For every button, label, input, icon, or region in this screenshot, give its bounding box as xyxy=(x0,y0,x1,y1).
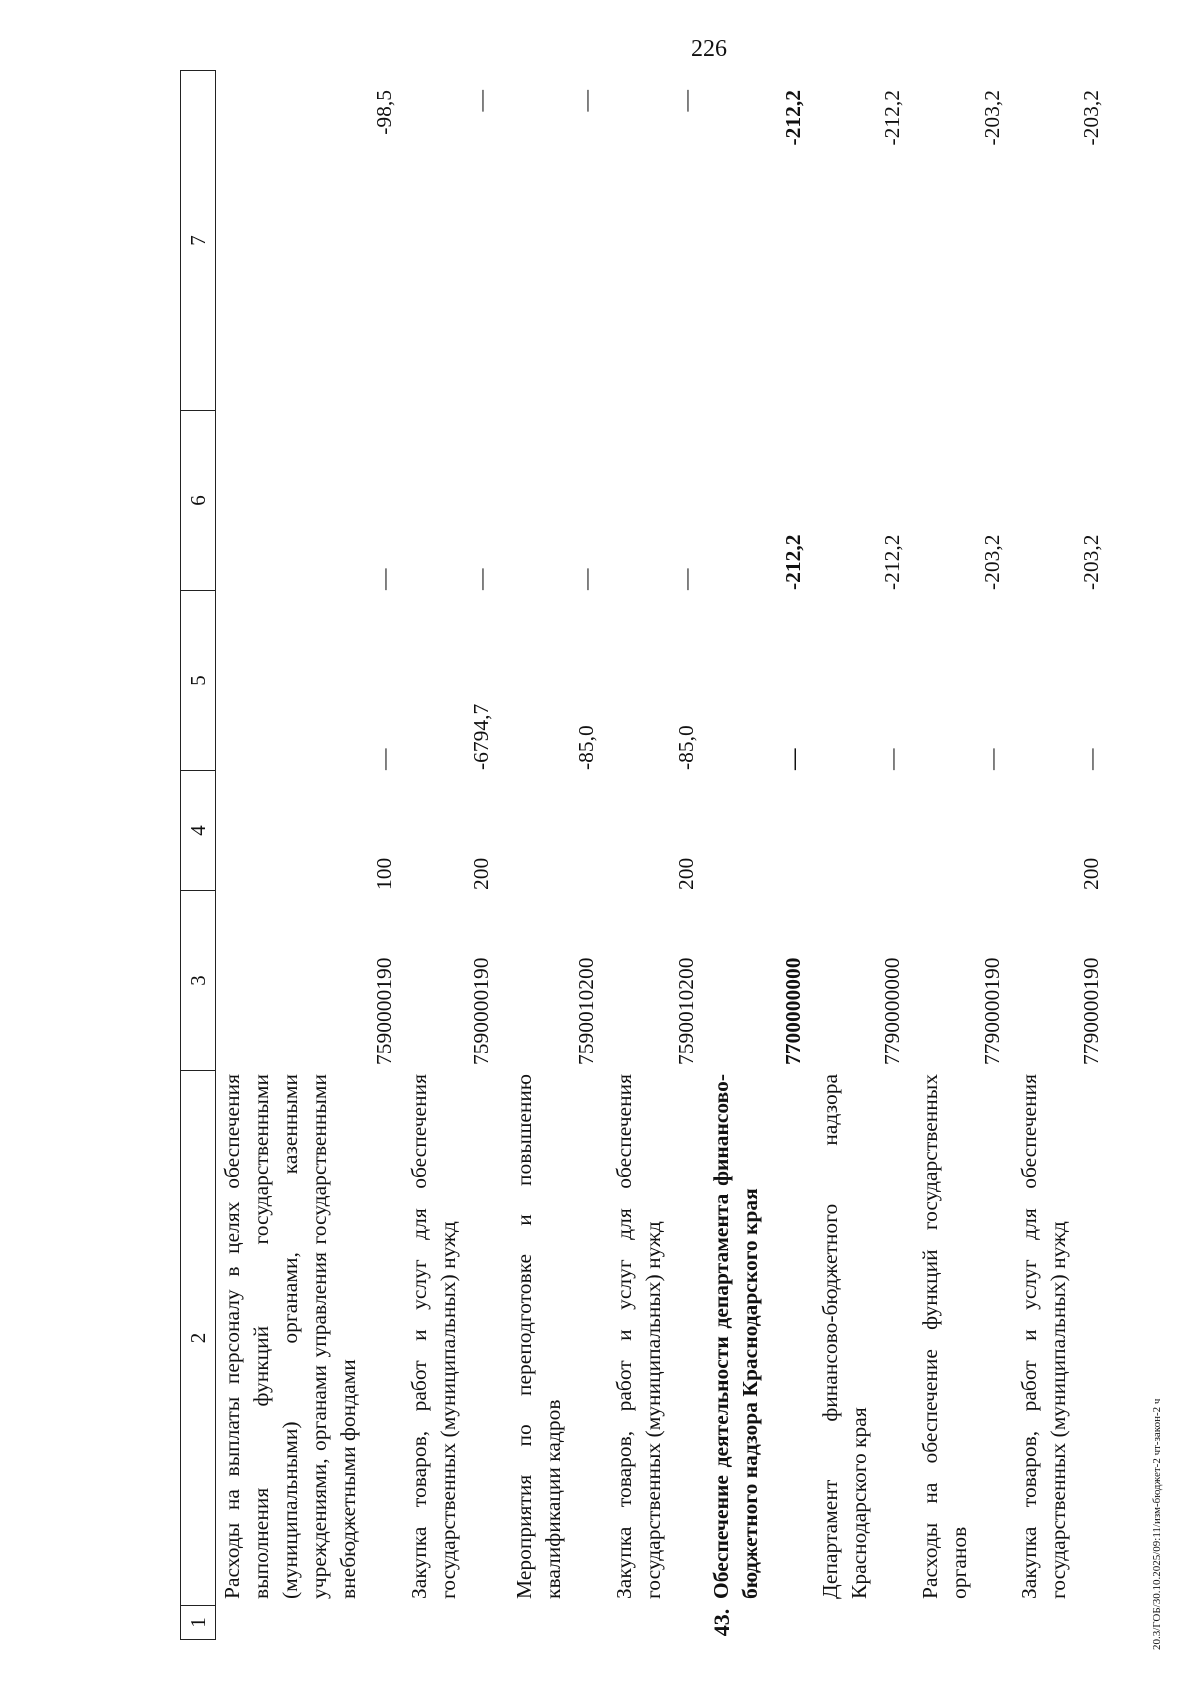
cell-name: Мероприятия по переподготовке и повышению квалификации кадров xyxy=(512,1074,565,1599)
cell-code: 7790000190 xyxy=(980,957,1004,1065)
cell-code: 7590010200 xyxy=(574,957,598,1065)
cell-code: 7700000000 xyxy=(781,957,805,1065)
cell-name: Расходы на обеспечение функций государственных органов xyxy=(918,1074,971,1599)
cell-name: Департамент финансово-бюджетного надзора Краснодарского края xyxy=(818,1074,871,1599)
cell-c5: -85,0 xyxy=(574,725,598,770)
cell-name: Закупка товаров, работ и услуг для обеспечения государственных (муниципальных) нужд xyxy=(407,1074,460,1599)
cell-c6: -212,2 xyxy=(781,534,805,590)
header-col-2: 2 xyxy=(181,1070,215,1605)
cell-num: 43. xyxy=(709,1608,734,1637)
header-col-4: 4 xyxy=(181,770,215,890)
cell-vr: 200 xyxy=(1079,857,1103,890)
header-col-5: 5 xyxy=(181,590,215,770)
cell-code: 7590000190 xyxy=(372,957,396,1065)
cell-c6: -212,2 xyxy=(880,534,904,590)
header-col-1: 1 xyxy=(181,1605,215,1640)
cell-vr: 200 xyxy=(674,857,698,890)
header-col-7: 7 xyxy=(181,70,215,410)
cell-c5: — xyxy=(980,748,1004,770)
document-footer: 20.3/ГОБ/30.10.2025/09:11/изм-бюджет-2 чт-закон-2 ч xyxy=(1151,1398,1163,1650)
table-header-row xyxy=(180,70,216,1640)
cell-name: Закупка товаров, работ и услуг для обеспечения государственных (муниципальных) нужд xyxy=(612,1074,665,1599)
cell-name: Расходы на выплаты персоналу в целях обеспечения выполнения функций государственными (муниципальными) органами, казенными учреждениями, органами управления государственными внебюджетными фондами xyxy=(220,1074,360,1599)
cell-name: Обеспечение деятельности департамента финансово-бюджетного надзора Краснодарского края xyxy=(709,1074,762,1599)
cell-c5: — xyxy=(781,748,805,770)
cell-c6: — xyxy=(674,568,698,590)
header-col-6: 6 xyxy=(181,410,215,590)
cell-c6: -203,2 xyxy=(980,534,1004,590)
cell-code: 7790000190 xyxy=(1079,957,1103,1065)
cell-c5: — xyxy=(1079,748,1103,770)
cell-c6: — xyxy=(372,568,396,590)
cell-c5: -85,0 xyxy=(674,725,698,770)
cell-c7: -203,2 xyxy=(980,90,1004,146)
cell-code: 7790000000 xyxy=(880,957,904,1065)
cell-c7: — xyxy=(469,90,493,112)
header-col-3: 3 xyxy=(181,890,215,1070)
cell-c7: -98,5 xyxy=(372,90,396,135)
cell-code: 7590000190 xyxy=(469,957,493,1065)
cell-c7: — xyxy=(674,90,698,112)
cell-c5: — xyxy=(372,748,396,770)
page-number: 226 xyxy=(691,36,727,62)
cell-c7: -203,2 xyxy=(1079,90,1103,146)
rotated-table-sheet xyxy=(180,70,1103,1640)
cell-c5: — xyxy=(880,748,904,770)
cell-code: 7590010200 xyxy=(674,957,698,1065)
cell-c5: -6794,7 xyxy=(469,703,493,770)
cell-c6: -203,2 xyxy=(1079,534,1103,590)
cell-c7: -212,2 xyxy=(880,90,904,146)
cell-c7: — xyxy=(574,90,598,112)
cell-vr: 100 xyxy=(372,857,396,890)
cell-c7: -212,2 xyxy=(781,90,805,146)
cell-c6: — xyxy=(574,568,598,590)
cell-vr: 200 xyxy=(469,857,493,890)
cell-c6: — xyxy=(469,568,493,590)
cell-name: Закупка товаров, работ и услуг для обеспечения государственных (муниципальных) нужд xyxy=(1017,1074,1070,1599)
